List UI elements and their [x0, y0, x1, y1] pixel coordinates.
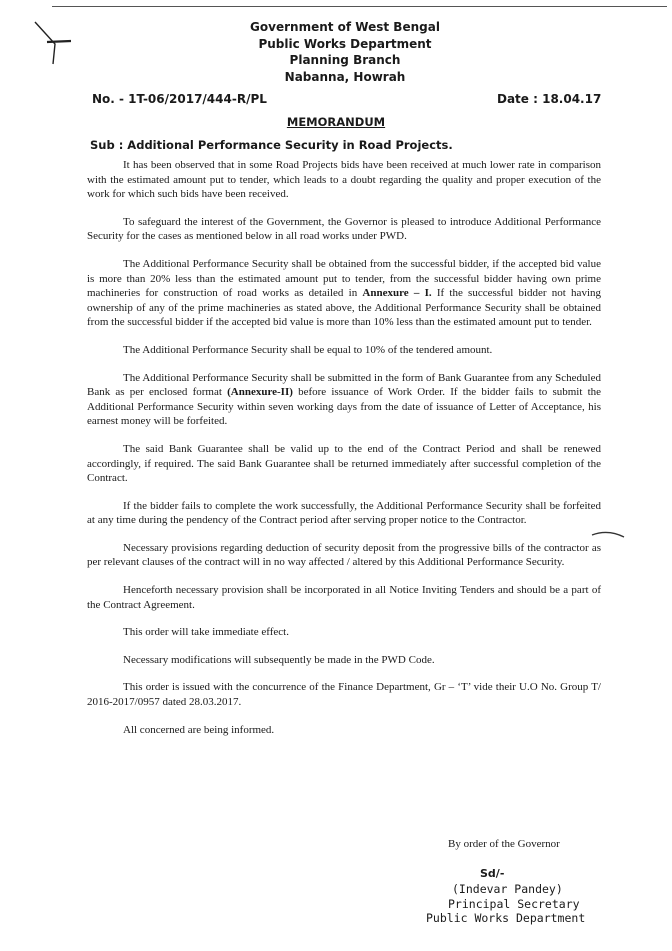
memo-subject: Sub : Additional Performance Security in Road Projects.: [90, 138, 453, 152]
paragraph: All concerned are being informed.: [123, 723, 275, 736]
paragraph: This order will take immediate effect.: [123, 626, 289, 639]
paragraph: Necessary provisions regarding deduction of security deposit from the progressive bills of the contractor as per relevant clauses of the contract will in no way affected / altered by this Additional Performance Security.: [87, 541, 601, 569]
header-location: Nabanna, Howrah: [284, 69, 406, 84]
paragraph: [87, 371, 601, 429]
paragraph: To safeguard the interest of the Government, the Governor is pleased to introduce Additional Performance Security for the cases as mentioned below in all road works under PWD.: [87, 215, 601, 243]
memo-date: Date : 18.04.17: [497, 92, 602, 106]
paragraph: Necessary modifications will subsequently be made in the PWD Code.: [123, 653, 435, 666]
signatory-department: Public Works Department: [426, 911, 586, 925]
paragraph: It has been observed that in some Road Projects bids have been received at much lower rate in comparison with the estimated amount put to tender, which leads to a doubt regarding the quality and proper execution of the work for which such bids have been received.: [87, 159, 601, 201]
paragraph: If the bidder fails to complete the work successfully, the Additional Performance Security shall be forfeited at any time during the pendency of the Contract period after serving proper notice to the Contractor.: [87, 499, 601, 527]
paragraph: Henceforth necessary provision shall be incorporated in all Notice Inviting Tenders and should be a part of the Contract Agreement.: [87, 584, 601, 611]
paragraph: This order is issued with the concurrence of the Finance Department, Gr – ‘T’ vide their U.O No. Group T/ 2016-2017/0957 dated 28.03.2017.: [87, 681, 601, 709]
order-line: By order of the Governor: [448, 838, 560, 850]
signed-mark: Sd/-: [480, 867, 505, 880]
paragraph-text: If the successful bidder not having ownership of any of the prime machineries as stated above, the Additional Performance Security shall be obtained from the successful bidder if the accepted bid value is more than 10% less than the estimated amount put to tender.: [87, 287, 602, 329]
paragraph: The Additional Performance Security shall be equal to 10% of the tendered amount.: [123, 343, 493, 356]
paragraph: [87, 257, 601, 330]
header-government: Government of West Bengal: [250, 20, 440, 34]
annexure-2-ref: (Annexure-II): [227, 386, 293, 399]
top-rule: [52, 6, 667, 7]
paragraph: The said Bank Guarantee shall be valid up to the end of the Contract Period and shall be renewed accordingly, if required. The said Bank Guarantee shall be returned immediately after successful completion of the Contract.: [87, 442, 601, 485]
paragraph-text: The Additional Performance Security shall be submitted in the form of Bank Guarantee from any Scheduled Bank as per enclosed format: [87, 371, 601, 399]
signatory-designation: Principal Secretary: [448, 897, 580, 911]
reference-number: No. - 1T-06/2017/444-R/PL: [92, 92, 267, 106]
paragraph-text: before issuance of Work Order. If the bidder fails to submit the Additional Performance Security within seven working days from the date of issuance of Letter of Acceptance, his earnest money will be forfeited.: [87, 386, 602, 428]
signatory-name: (Indevar Pandey): [452, 882, 563, 896]
pen-mark-icon: [33, 20, 73, 66]
memo-body: [87, 158, 601, 750]
header-department: Public Works Department: [258, 36, 432, 51]
annexure-1-ref: Annexure – I.: [362, 287, 432, 300]
letterhead: [200, 19, 490, 85]
header-branch: Planning Branch: [289, 53, 401, 67]
memo-title: MEMORANDUM: [286, 115, 386, 129]
paragraph-text: The Additional Performance Security shall be obtained from the successful bidder, if the accepted bid value is more than 20% less than the estimated amount put to tender, from the successful bidder having own prime machineries for construction of road works as detailed in: [87, 257, 601, 300]
